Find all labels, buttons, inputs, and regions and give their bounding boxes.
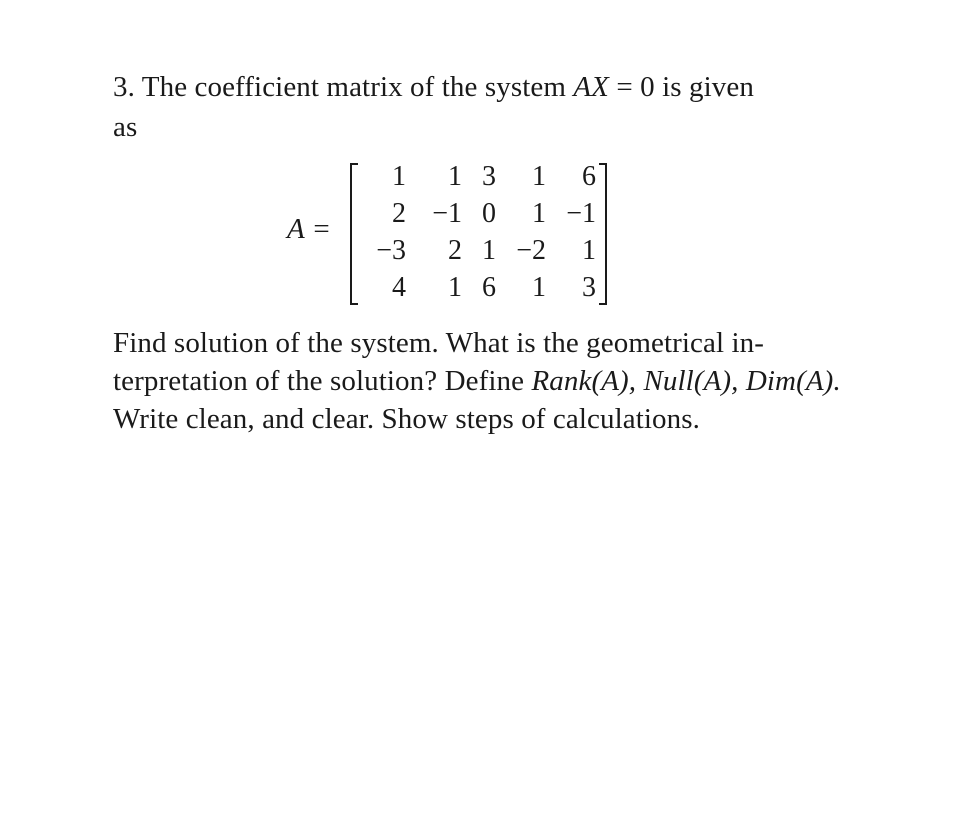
problem-intro-continuation: as — [113, 111, 138, 143]
matrix-cell: 1 — [582, 235, 596, 266]
question-line-3: Write clean, and clear. Show steps of calculations. — [113, 403, 700, 435]
null-symbol: Null — [643, 365, 694, 397]
matrix-cell: 3 — [482, 161, 496, 192]
matrix-label — [287, 212, 331, 246]
question-line-2-text: terpretation of the solution? Define — [113, 365, 532, 397]
matrix-row-3 — [362, 234, 602, 268]
matrix-row-2 — [362, 197, 602, 231]
matrix-left-bracket — [350, 163, 358, 305]
matrix-cell: 6 — [582, 161, 596, 192]
matrix-cell: 2 — [448, 235, 462, 266]
matrix-cell: −2 — [516, 235, 546, 266]
matrix-cell: 1 — [532, 198, 546, 229]
problem-intro-line — [113, 70, 754, 104]
dim-argument: (A). — [796, 365, 841, 397]
null-argument: (A), — [693, 365, 746, 397]
matrix-cell: 0 — [482, 198, 496, 229]
matrix-label-text: A = — [287, 213, 332, 245]
matrix-cell: −3 — [376, 235, 406, 266]
matrix-cell: 1 — [448, 272, 462, 303]
matrix-cell: 1 — [448, 161, 462, 192]
intro-equation-tail: = 0 is given — [609, 71, 754, 103]
intro-math-ax: AX — [573, 71, 609, 103]
matrix-cell: −1 — [566, 198, 596, 229]
matrix-cell: 1 — [482, 235, 496, 266]
matrix-cell: 1 — [532, 272, 546, 303]
rank-argument: (A), — [591, 365, 644, 397]
matrix-cell: 2 — [392, 198, 406, 229]
matrix-cell: 1 — [392, 161, 406, 192]
matrix-cell: −1 — [432, 198, 462, 229]
question-line-1: Find solution of the system. What is the geometrical in- — [113, 327, 765, 359]
matrix-row-4 — [362, 271, 602, 305]
matrix-row-1 — [362, 160, 602, 194]
matrix-cell: 6 — [482, 272, 496, 303]
matrix-cell: 3 — [582, 272, 596, 303]
dim-symbol: Dim — [745, 365, 797, 397]
coefficient-matrix — [362, 160, 602, 308]
matrix-cell: 4 — [392, 272, 406, 303]
matrix-cell: 1 — [532, 161, 546, 192]
intro-text: 3. The coefficient matrix of the system — [113, 71, 574, 103]
rank-symbol: Rank — [531, 365, 592, 397]
question-line-2 — [113, 364, 841, 398]
